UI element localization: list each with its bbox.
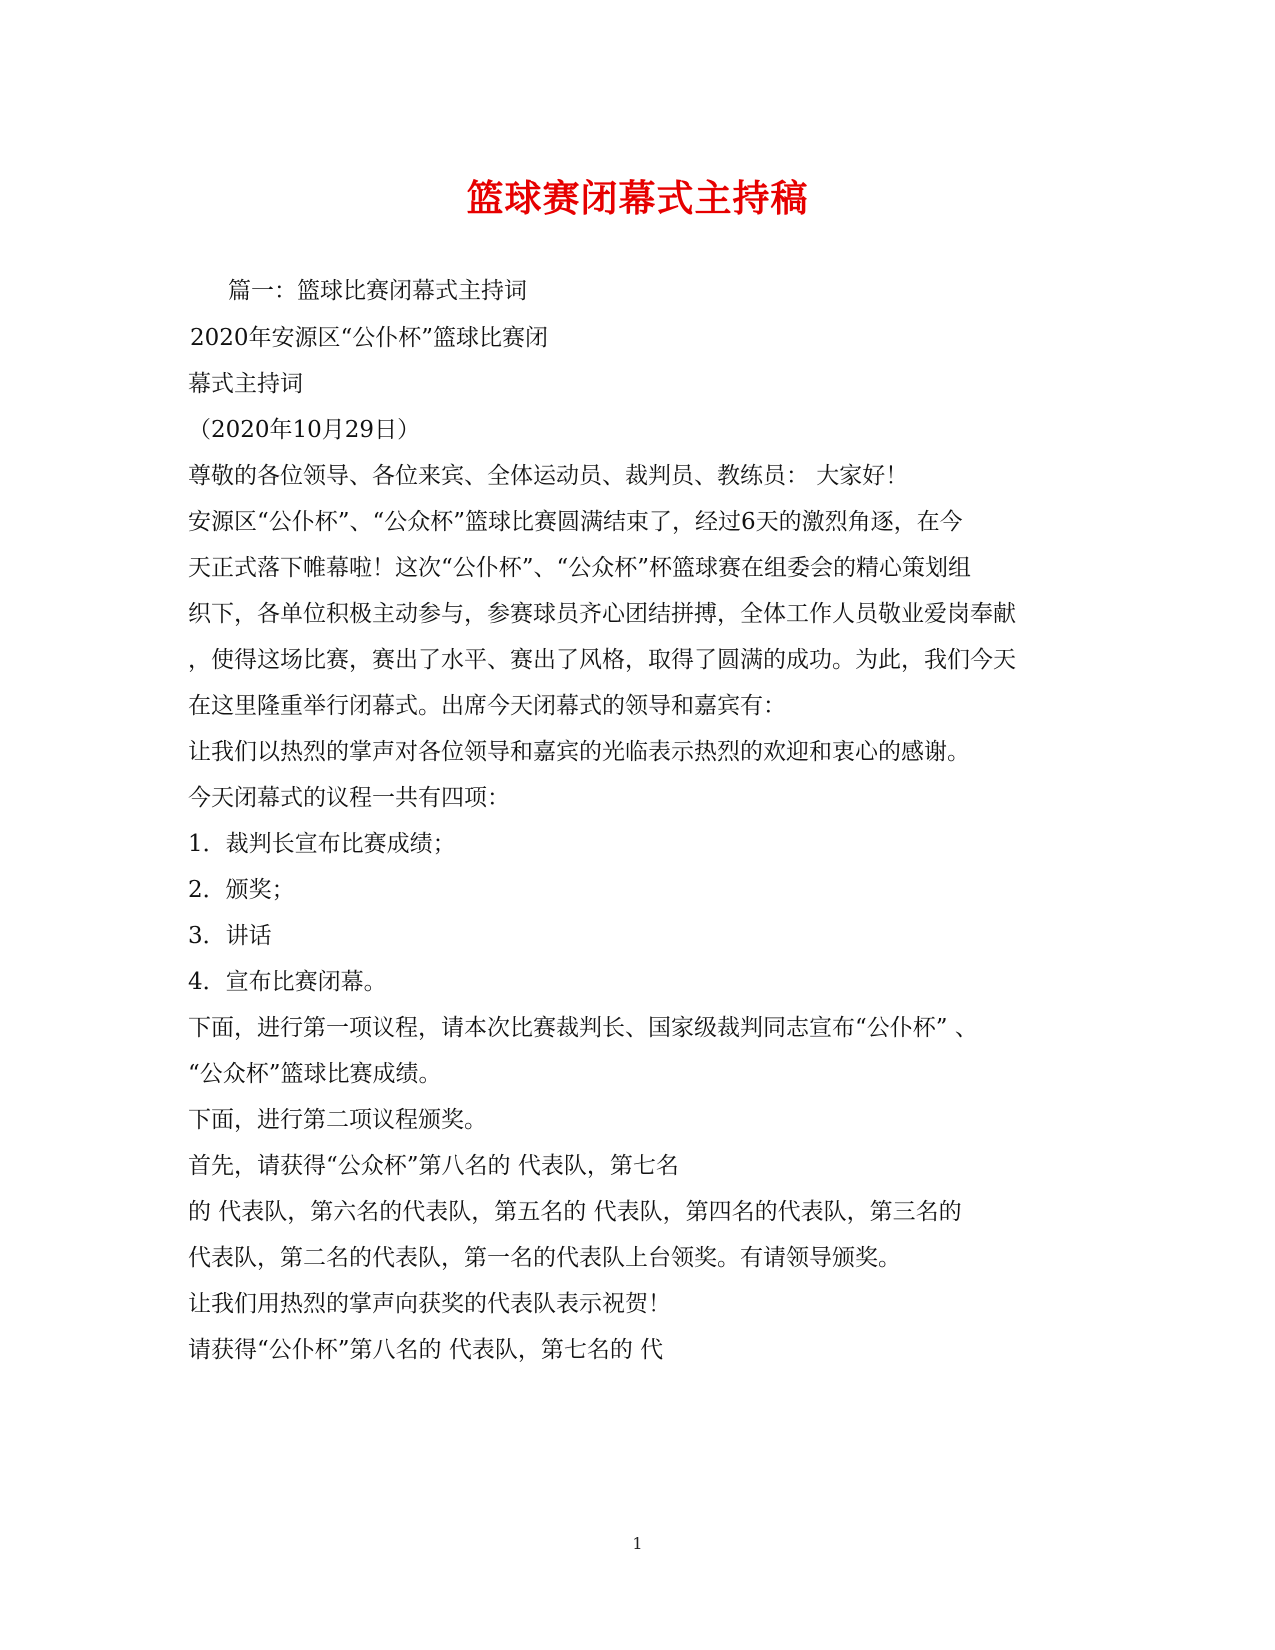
paragraph-line: ，使得这场比赛，赛出了水平、赛出了风格，取得了圆满的成功。为此，我们今天 <box>188 647 1016 673</box>
paragraph-line: 在这里隆重举行闭幕式。出席今天闭幕式的领导和嘉宾有： <box>188 693 786 719</box>
date-line: （2020年10月29日） <box>188 417 421 443</box>
paragraph-line: 请获得“公仆杯”第八名的 代表队，第七名的 代 <box>188 1337 664 1363</box>
agenda-item: 2．颁奖； <box>188 877 295 903</box>
paragraph-line: 安源区“公仆杯”、“公众杯”篮球比赛圆满结束了，经过6天的激烈角逐，在今 <box>188 509 963 535</box>
greeting-line: 尊敬的各位领导、各位来宾、全体运动员、裁判员、教练员： 大家好！ <box>188 463 909 489</box>
paragraph-line: 织下，各单位积极主动参与，参赛球员齐心团结拼搏，全体工作人员敬业爱岗奉献 <box>188 601 1016 627</box>
subtitle-line-1: 2020年安源区“公仆杯”篮球比赛闭 <box>190 325 549 351</box>
agenda-item: 4．宣布比赛闭幕。 <box>188 969 387 995</box>
paragraph-line: 的 代表队，第六名的代表队，第五名的 代表队，第四名的代表队，第三名的 <box>188 1199 962 1225</box>
paragraph-line: 首先，请获得“公众杯”第八名的 代表队，第七名 <box>188 1153 679 1179</box>
paragraph-line: 天正式落下帷幕啦！这次“公仆杯”、“公众杯”杯篮球赛在组委会的精心策划组 <box>188 555 972 581</box>
agenda-item: 1．裁判长宣布比赛成绩； <box>188 831 456 857</box>
agenda-item: 3．讲话 <box>188 923 272 949</box>
paragraph-line: 下面，进行第二项议程颁奖。 <box>188 1107 487 1133</box>
document-title: 篮球赛闭幕式主持稿 <box>466 176 809 220</box>
paragraph-line: 下面，进行第一项议程，请本次比赛裁判长、国家级裁判同志宣布“公仆杯” 、 <box>188 1015 978 1041</box>
paragraph-line: 代表队，第二名的代表队，第一名的代表队上台领奖。有请领导颁奖。 <box>188 1245 901 1271</box>
subtitle-line-2: 幕式主持词 <box>188 371 303 397</box>
paragraph-line: “公众杯”篮球比赛成绩。 <box>188 1061 442 1087</box>
paragraph-line: 让我们用热烈的掌声向获奖的代表队表示祝贺！ <box>188 1291 671 1317</box>
section-heading: 篇一：篮球比赛闭幕式主持词 <box>228 278 527 304</box>
agenda-intro-line: 今天闭幕式的议程一共有四项： <box>188 785 510 811</box>
page-number: 1 <box>632 1534 643 1553</box>
paragraph-line: 让我们以热烈的掌声对各位领导和嘉宾的光临表示热烈的欢迎和衷心的感谢。 <box>188 739 970 765</box>
